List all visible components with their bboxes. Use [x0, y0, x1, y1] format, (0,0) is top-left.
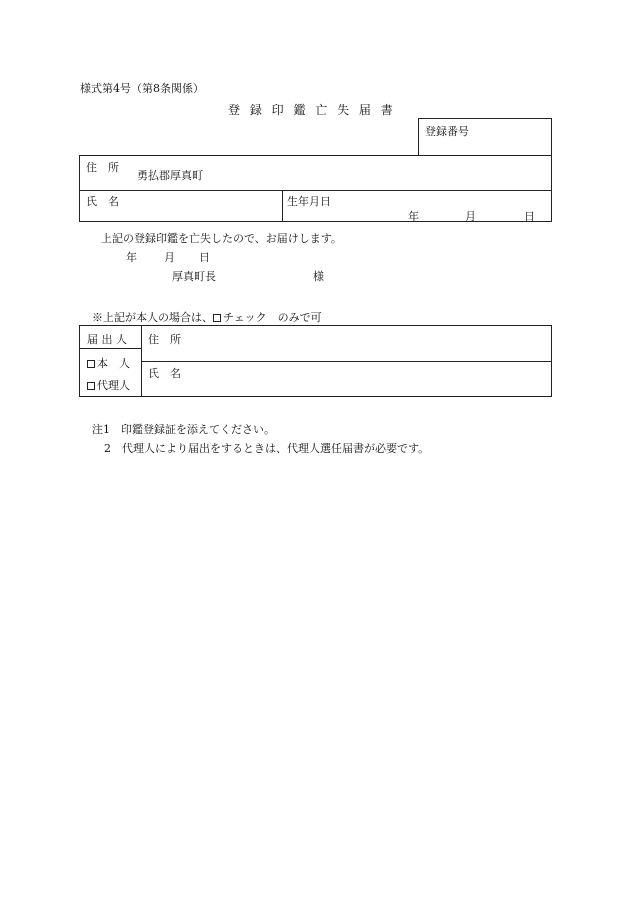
notifier-address-input[interactable] [200, 327, 550, 359]
mayor-name: 厚真町長 [172, 270, 216, 283]
notifier-address-label: 住 所 [148, 333, 181, 346]
agent-checkbox[interactable] [87, 382, 95, 390]
address-value[interactable]: 勇払郡厚真町 [137, 169, 203, 182]
option-agent-label: 代理人 [97, 379, 130, 392]
principal-note-prefix: ※上記が本人の場合は、 [92, 311, 213, 324]
form-number: 様式第4号（第8条関係） [80, 82, 204, 95]
applicant-table [79, 155, 552, 222]
date-month-unit: 月 [164, 251, 175, 264]
name-label: 氏 名 [86, 195, 119, 208]
registration-number-label: 登録番号 [425, 125, 469, 138]
form-title: 登 録 印 鑑 亡 失 届 書 [228, 103, 396, 117]
birthdate-label: 生年月日 [287, 195, 331, 208]
address-label: 住 所 [86, 161, 119, 174]
birth-day-unit: 日 [524, 210, 535, 223]
date-day-unit: 日 [199, 251, 210, 264]
notifier-name-input[interactable] [200, 363, 550, 395]
principal-note [92, 309, 322, 325]
principal-note-suffix: チェック のみで可 [223, 311, 322, 324]
checkbox-icon [213, 314, 221, 322]
birth-year-unit: 年 [408, 210, 419, 223]
date-year-unit: 年 [126, 251, 137, 264]
registration-number-box [418, 118, 552, 156]
honorific: 様 [313, 270, 324, 283]
notifier-row-divider [141, 361, 551, 362]
notifier-label: 届 出 人 [87, 333, 127, 346]
row-divider [80, 190, 551, 191]
notifier-label-divider [80, 348, 141, 349]
note-2: 2 代理人により届出をするときは、代理人選任届書が必要です。 [104, 442, 430, 455]
option-self[interactable] [87, 355, 130, 371]
option-agent[interactable] [87, 377, 130, 393]
notifier-table [79, 325, 552, 397]
option-self-label: 本 人 [97, 357, 130, 370]
column-divider [282, 190, 283, 221]
self-checkbox[interactable] [87, 360, 95, 368]
notifier-name-label: 氏 名 [148, 367, 181, 380]
birth-month-unit: 月 [465, 210, 476, 223]
statement: 上記の登録印鑑を亡失したので、お届けします。 [101, 232, 342, 245]
note-1: 注1 印鑑登録証を添えてください。 [92, 423, 275, 436]
